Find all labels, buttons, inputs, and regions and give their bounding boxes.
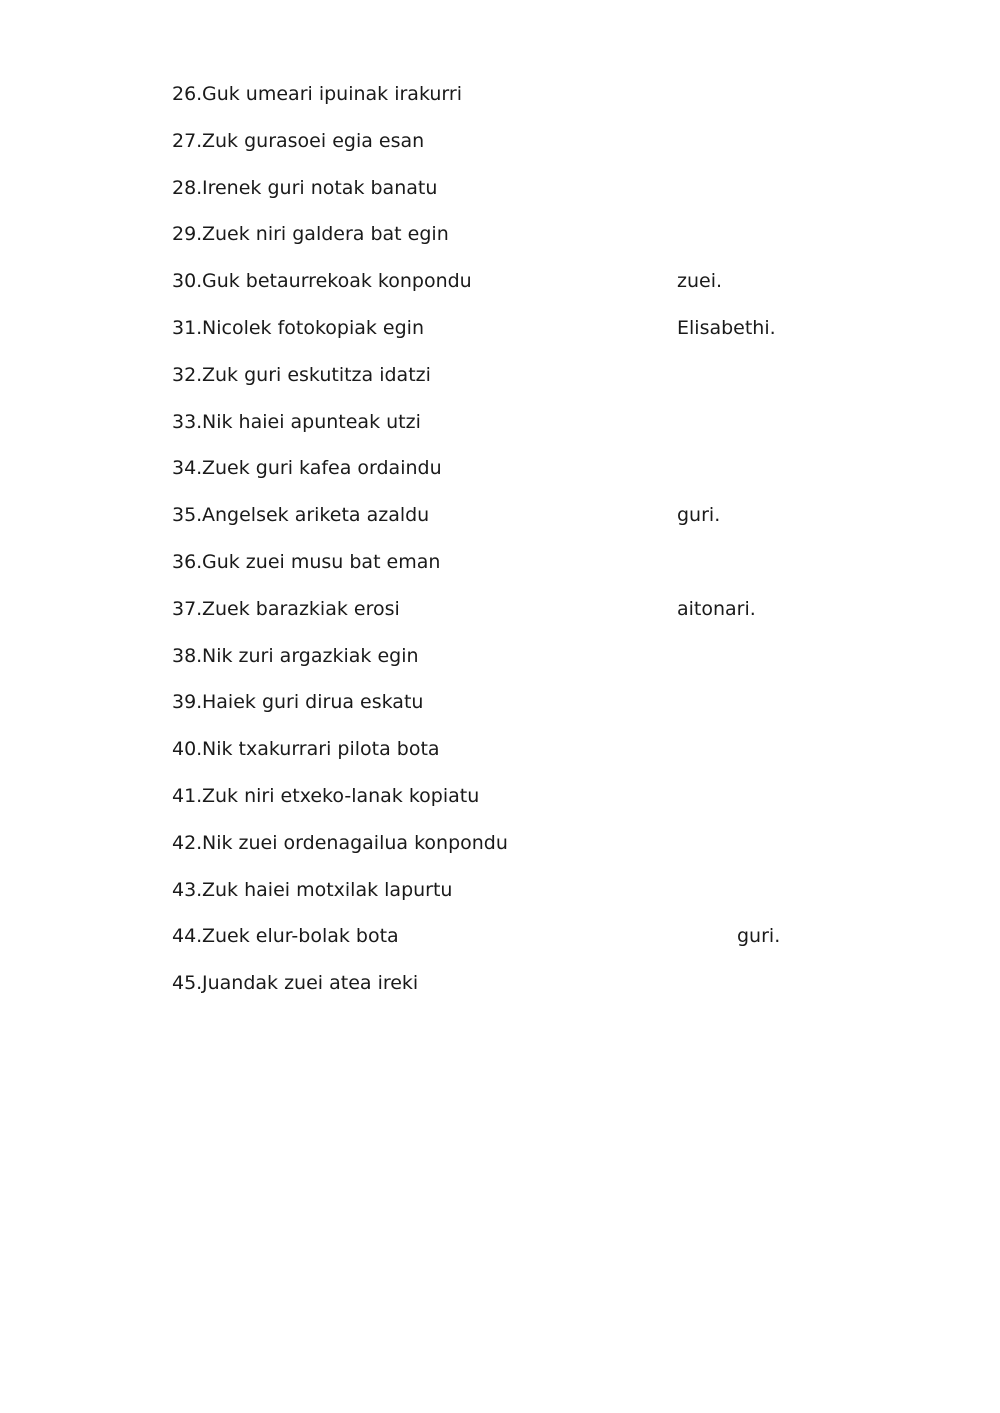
item-sentence: Nik txakurrari pilota bota xyxy=(202,738,440,761)
exercise-item xyxy=(172,547,872,577)
exercise-item xyxy=(172,500,872,530)
item-indirect-object: zuei. xyxy=(677,270,723,293)
item-number: 42. xyxy=(172,831,203,854)
exercise-item xyxy=(172,921,872,951)
item-sentence: Zuk haiei motxilak lapurtu xyxy=(202,878,453,901)
item-sentence: Nicolek fotokopiak egin xyxy=(202,317,425,339)
exercise-item xyxy=(172,173,872,203)
exercise-item xyxy=(172,781,872,811)
item-number: 44. xyxy=(172,925,203,948)
item-sentence: Zuek elur-bolak bota xyxy=(202,925,399,948)
item-sentence: Zuek barazkiak erosi xyxy=(202,597,400,620)
item-indirect-object: Elisabethi. xyxy=(677,317,776,339)
item-number: 35. xyxy=(172,504,203,527)
item-number: 41. xyxy=(172,785,203,807)
item-sentence: Zuk gurasoei egia esan xyxy=(202,129,425,152)
item-sentence: Haiek guri dirua eskatu xyxy=(202,691,424,714)
item-indirect-object: guri. xyxy=(677,504,721,527)
item-sentence: Zuek niri galdera bat egin xyxy=(202,223,449,246)
item-sentence: Zuk niri etxeko-lanak kopiatu xyxy=(202,785,480,807)
exercise-item xyxy=(172,266,872,296)
item-number: 28. xyxy=(172,176,203,199)
item-number: 27. xyxy=(172,129,203,152)
item-number: 31. xyxy=(172,317,203,339)
item-number: 45. xyxy=(172,972,203,995)
exercise-item xyxy=(172,828,872,858)
exercise-item xyxy=(172,594,872,624)
exercise-item xyxy=(172,734,872,764)
exercise-item xyxy=(172,313,872,343)
item-sentence: Juandak zuei atea ireki xyxy=(202,972,419,995)
item-sentence: Guk zuei musu bat eman xyxy=(202,551,441,573)
item-number: 29. xyxy=(172,223,203,246)
item-number: 34. xyxy=(172,457,203,480)
item-sentence: Irenek guri notak banatu xyxy=(202,176,438,199)
item-number: 36. xyxy=(172,551,203,573)
item-sentence: Guk umeari ipuinak irakurri xyxy=(202,83,462,105)
item-number: 39. xyxy=(172,691,203,714)
exercise-item xyxy=(172,79,872,109)
exercise-item xyxy=(172,407,872,437)
item-sentence: Nik zuri argazkiak egin xyxy=(202,644,419,667)
exercise-item xyxy=(172,453,872,483)
exercise-item xyxy=(172,126,872,156)
exercise-item xyxy=(172,219,872,249)
item-number: 26. xyxy=(172,83,203,105)
item-number: 38. xyxy=(172,644,203,667)
exercise-item xyxy=(172,687,872,717)
item-number: 32. xyxy=(172,363,203,386)
item-sentence: Nik haiei apunteak utzi xyxy=(202,410,421,433)
item-sentence: Zuk guri eskutitza idatzi xyxy=(202,363,431,386)
exercise-item xyxy=(172,875,872,905)
item-sentence: Guk betaurrekoak konpondu xyxy=(202,270,472,293)
exercise-item xyxy=(172,968,872,998)
item-sentence: Angelsek ariketa azaldu xyxy=(202,504,430,527)
item-number: 30. xyxy=(172,270,203,293)
item-number: 40. xyxy=(172,738,203,761)
item-number: 37. xyxy=(172,597,203,620)
item-number: 43. xyxy=(172,878,203,901)
exercise-item xyxy=(172,360,872,390)
item-indirect-object: aitonari. xyxy=(677,597,756,620)
item-sentence: Zuek guri kafea ordaindu xyxy=(202,457,442,480)
exercise-item xyxy=(172,641,872,671)
item-sentence: Nik zuei ordenagailua konpondu xyxy=(202,831,508,854)
item-indirect-object: guri. xyxy=(737,925,781,948)
item-number: 33. xyxy=(172,410,203,433)
